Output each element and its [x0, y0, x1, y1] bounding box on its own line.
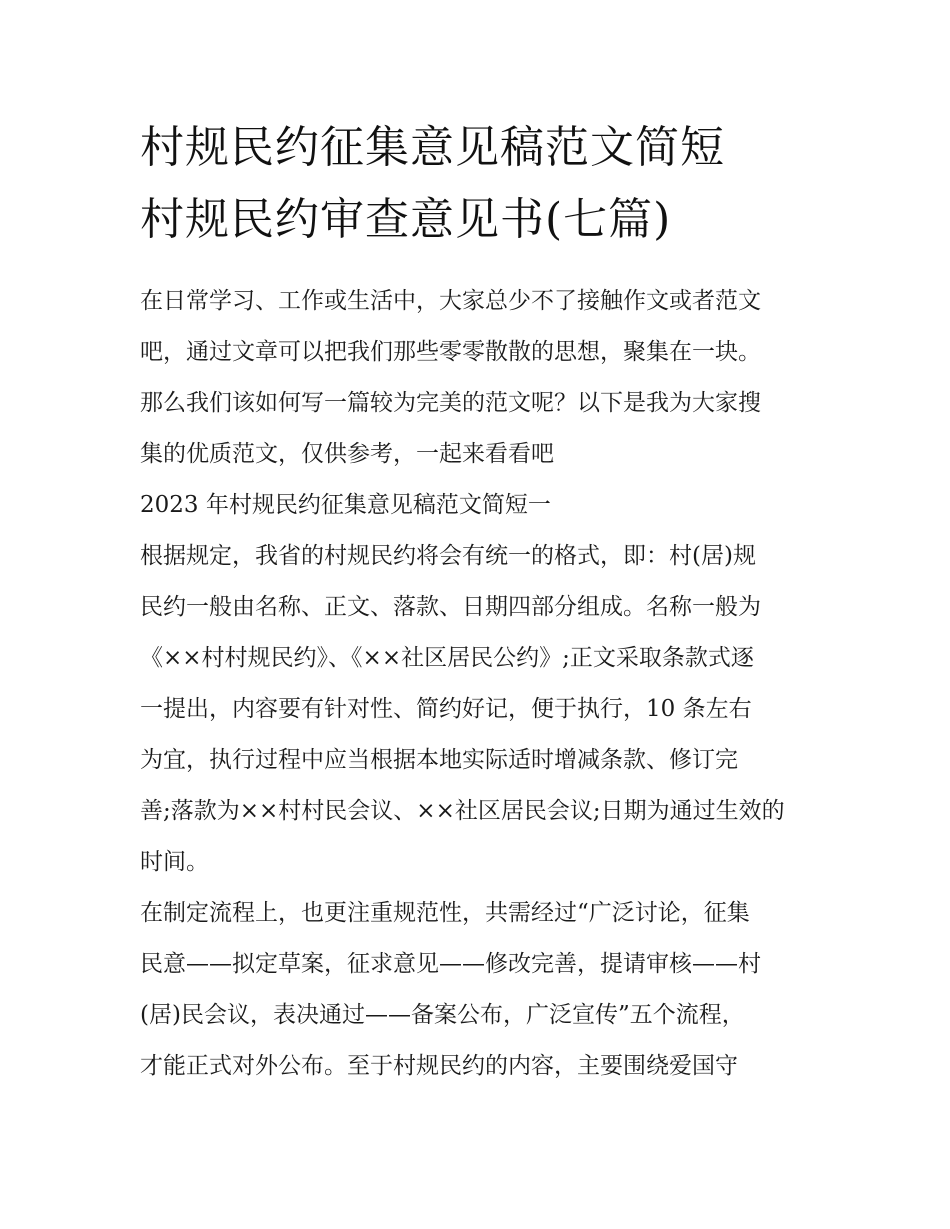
body-line: 才能正式对外公布。至于村规民约的内容，主要围绕爱国守 — [140, 1053, 738, 1079]
body-line: 《××村村规民约》、《××社区居民公约》;正文采取条款式逐 — [140, 645, 754, 671]
body-line: 一提出，内容要有针对性、简约好记，便于执行，10 条左右 — [140, 696, 752, 722]
section-heading: 2023 年村规民约征集意见稿范文简短一 — [140, 492, 551, 518]
body-line: 在日常学习、工作或生活中，大家总少不了接触作文或者范文 — [140, 288, 761, 314]
body-line: 民意——拟定草案，征求意见——修改完善，提请审核——村 — [140, 951, 761, 977]
body-line: 根据规定，我省的村规民约将会有统一的格式，即：村(居)规 — [140, 543, 756, 569]
document-body — [140, 276, 830, 1092]
body-line: 在制定流程上，也更注重规范性，共需经过“广泛讨论，征集 — [140, 900, 750, 926]
document-title — [140, 112, 830, 256]
body-line: 时间。 — [140, 849, 209, 875]
body-line: 民约一般由名称、正文、落款、日期四部分组成。名称一般为 — [140, 594, 761, 620]
body-line: 那么我们该如何写一篇较为完美的范文呢？以下是我为大家搜 — [140, 390, 761, 416]
body-line: (居)民会议，表决通过——备案公布，广泛宣传”五个流程， — [140, 1002, 745, 1028]
body-line: 善;落款为××村村民会议、××社区居民会议;日期为通过生效的 — [140, 798, 785, 824]
body-line: 吧，通过文章可以把我们那些零零散散的思想，聚集在一块。 — [140, 339, 761, 365]
title-line: 村规民约征集意见稿范文简短 — [140, 122, 725, 173]
title-line: 村规民约审查意见书(七篇) — [140, 194, 672, 245]
body-line: 为宜，执行过程中应当根据本地实际适时增减条款、修订完 — [140, 747, 738, 773]
body-line: 集的优质范文，仅供参考，一起来看看吧 — [140, 441, 554, 467]
